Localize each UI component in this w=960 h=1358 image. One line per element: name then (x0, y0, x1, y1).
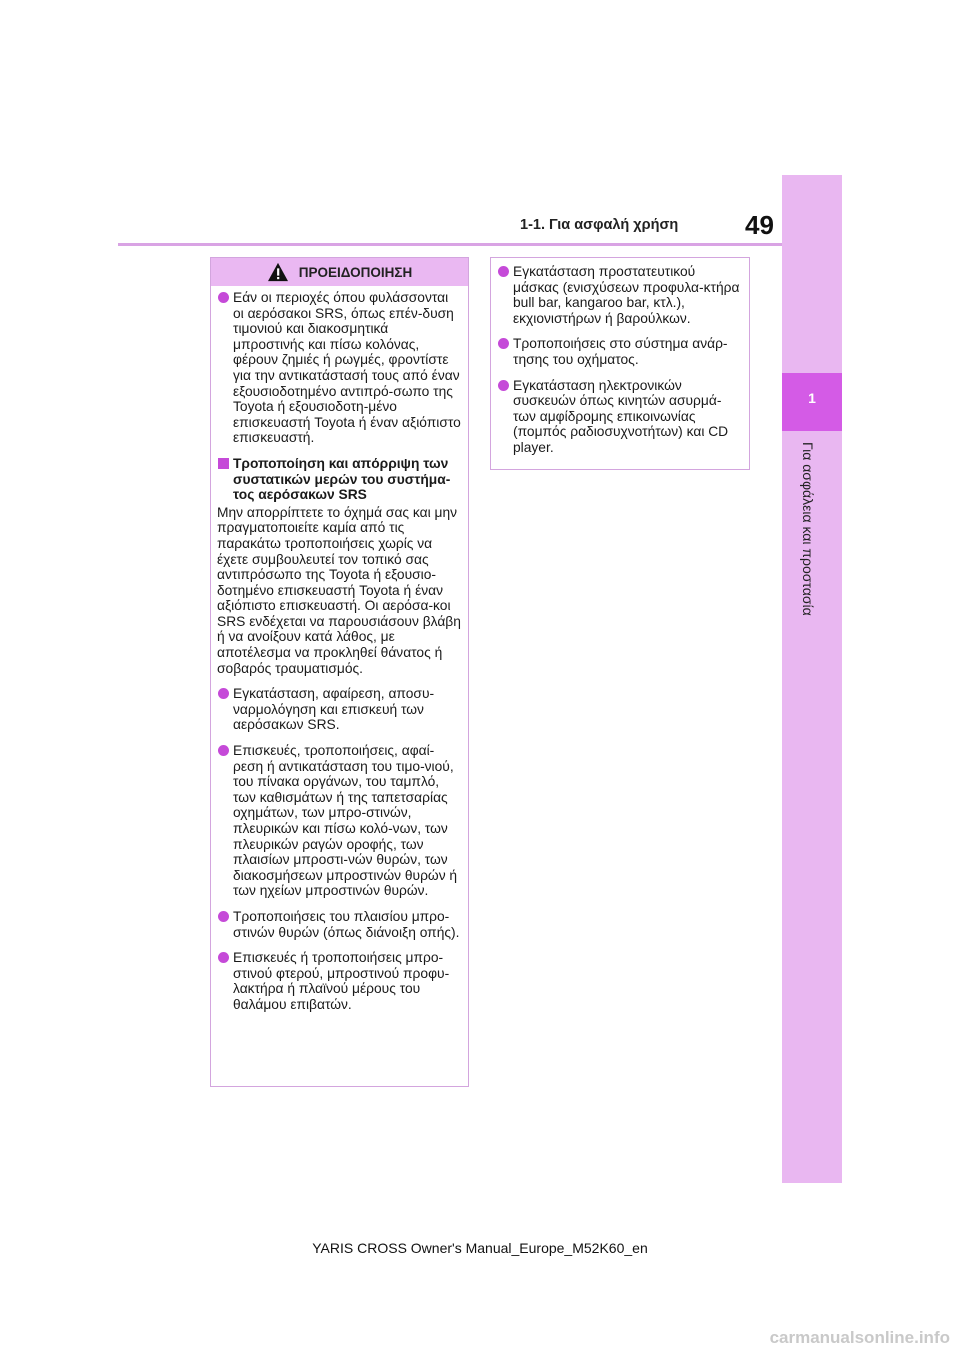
paragraph: Μην απορρίπτετε το όχημά σας και μην πραγματοποιείτε καμία από τις παρακάτω τροποποιήσεις χωρίς να έχετε συμβουλευτεί τον τοπικό σας αντιπρόσωπο της Toyota ή εξουσιο-δοτημένο επισκευαστή Toyota ή έναν αξιόπιστο επισκευαστή. Οι αερόσα-κοι SRS ενδέχεται να παρουσιάσουν βλάβη ή να ανοίξουν κατά λάθος, με αποτέλεσμα να προκληθεί θάνατος ή σοβαρός τραυματισμός. (217, 504, 461, 676)
list-item (217, 909, 462, 940)
list-item-text: Εγκατάσταση ηλεκτρονικών συσκευών όπως κινητών ασυρμά-των αμφίδρομης επικοινωνίας (πομπός ραδιοσυχνοτήτων) και CD player. (513, 377, 729, 455)
list-item (497, 378, 743, 456)
list-item-text: Τροποποιήσεις του πλαισίου μπρο-στινών θυρών (όπως διάνοιξη οπής). (233, 908, 460, 940)
bullet-icon (218, 292, 229, 303)
watermark: carmanualsonline.info (769, 1328, 950, 1347)
list-item (217, 743, 462, 899)
list-item-text: Επισκευές, τροποποιήσεις, αφαί-ρεση ή αντικατάσταση του τιμο-νιού, του πίνακα οργάνων, του ταμπλό, των καθισμάτων ή της ταπετσαρίας οχημάτων, των μπρο-στινών, πλευρικών και πίσω κολό-νων, των πλευρικών ραγών οροφής, των πλαισίων μπροστι-νών θυρών, των διακοσμήσεων μπροστινών θυρών ή των ηχείων μπροστινών θυρών. (233, 743, 458, 899)
bullet-icon (218, 745, 229, 756)
bullet-icon (218, 911, 229, 922)
bullet-icon (498, 266, 509, 277)
warning-box-continued (490, 257, 750, 470)
bullet-icon (218, 688, 229, 699)
page-footer: YARIS CROSS Owner's Manual_Europe_M52K60_en (312, 1240, 648, 1256)
list-item-text: Εγκατάσταση προστατευτικού μάσκας (ενισχύσεων προφυλα-κτήρα bull bar, kangaroo bar, κτλ.), εκχιονιστήρων ή βαρούλκων. (513, 264, 740, 326)
warning-box (210, 257, 469, 1087)
list-item (217, 950, 462, 1012)
list-item (217, 686, 462, 733)
chapter-side-tab (782, 175, 842, 1183)
list-item (497, 264, 743, 326)
chapter-number: 1 (808, 390, 816, 406)
warning-triangle-icon (267, 262, 289, 282)
chapter-title: Για ασφάλεια και προστασία (800, 442, 816, 616)
section-title: 1-1. Για ασφαλή χρήση (520, 217, 679, 233)
list-item (497, 336, 743, 367)
list-item-text: Εγκατάσταση, αφαίρεση, αποσυ-ναρμολόγηση και επισκευή των αερόσακων SRS. (233, 686, 435, 733)
list-item-text: Επισκευές ή τροποποιήσεις μπρο-στινού φτερού, μπροστινού προφυ-λακτήρα ή πλαϊνού μέρους του θαλάμου επιβατών. (233, 950, 450, 1012)
square-bullet-icon (218, 458, 229, 469)
bullet-icon (498, 380, 509, 391)
subsection-heading (217, 456, 462, 503)
list-item (217, 290, 462, 446)
list-item-text: Τροποποιήσεις στο σύστημα ανάρ-τησης του οχήματος. (513, 336, 728, 367)
page-number: 49 (745, 210, 774, 240)
warning-label: ΠΡΟΕΙΔΟΠΟΙΗΣΗ (298, 264, 413, 280)
bullet-icon (218, 952, 229, 963)
list-item-text: Εάν οι περιοχές όπου φυλάσσονται οι αερόσακοι SRS, όπως επέν-δυση τιμονιού και διακοσμητικά μπροστινής και πίσω κολόνας, φέρουν ζημιές ή ρωγμές, φροντίστε για την αντικατάστασή τους από έναν εξουσιοδοτημένο αντιπρό-σωπο της Toyota ή εξουσιοδοτη-μένο επισκευαστή Toyota ή έναν αξιόπιστο επισκευαστή. (233, 290, 461, 446)
warning-header (211, 258, 468, 286)
header-divider (118, 243, 782, 246)
subsection-heading-text: Τροποποίηση και απόρριψη των συστατικών μερών του συστήμα-τος αερόσακων SRS (233, 455, 451, 503)
bullet-icon (498, 338, 509, 349)
